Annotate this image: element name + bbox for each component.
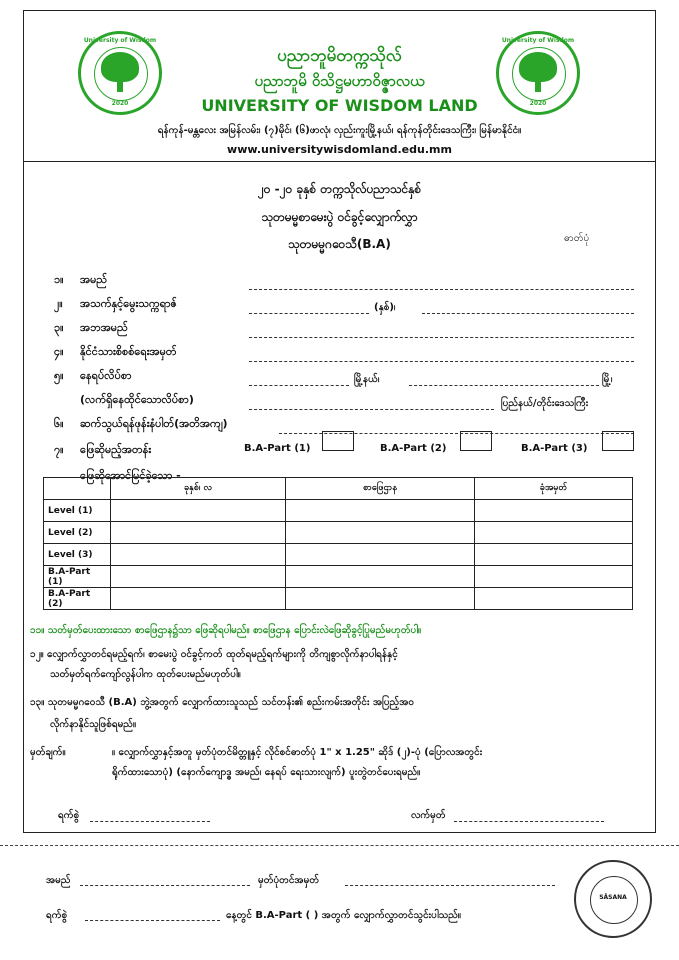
degree-line: သုတမမ္မဂဝေသီ(B.A) [288,237,391,251]
field-class: ၇။ ဖြေဆိုမည့်အတန်း [54,443,152,456]
part1-label: B.A-Part (1) [244,443,311,454]
field-age: ၂။ အသက်နှင့်မွေးသက္ကရာဇ် [54,297,178,310]
photo-label: ဓာတ်ပုံ [564,233,590,244]
part3-checkbox[interactable] [602,431,634,451]
name-input[interactable] [249,289,634,290]
address-input[interactable] [249,385,349,386]
receipt-date-label: ရက်စွဲ [46,910,68,921]
field-address: ၅။ နေရပ်လိပ်စာ [54,369,132,382]
part2-checkbox[interactable] [460,431,492,451]
remark-label: မှတ်ချက်။ [30,747,66,758]
university-logo-right: University of Wisdom 2020 [496,31,580,115]
table-row: Level (1) [44,500,633,522]
receipt-date-input[interactable] [85,920,220,921]
remark-b: ရိုက်ထားသောပုံ) (နောက်ကျောဒ္ဓ အမည်၊ နေရပ် ရေးသားလျက်) ပူးတွဲတင်ပေးရမည်။ [112,767,421,778]
field-name: ၁။ အမည် [54,273,108,286]
title-myanmar: ပညာဘူမိတက္ကသိုလ် [277,46,402,66]
cut-line [0,845,679,846]
signature-label: လက်မှတ် [411,810,446,821]
exam-line: သုတမမ္မစာမေးပွဲ ဝင်ခွင့်လျှောက်လွှာ [261,210,418,224]
exam-history-table [43,477,633,610]
note-center: ၁၁။ သတ်မှတ်ပေးထားသော စာဖြေဌာန၌သာ ဖြေဆိုရပါမည်။ စာဖြေဌာန ပြောင်းလဲဖြေဆိုခွင့်ပြုမည်မဟုတ်ပါ။ [30,625,422,636]
township-input[interactable] [409,385,599,386]
receipt-name-label: အမည် [46,875,71,886]
institution-seal [574,860,652,938]
table-header: ခုနှစ်၊ လ စာဖြေဌာန ခုံအမှတ် [44,478,633,500]
nrc-input[interactable] [249,361,634,362]
part1-checkbox[interactable] [322,431,354,451]
dob-input[interactable] [422,313,634,314]
date-input[interactable] [90,821,210,822]
signature-input[interactable] [454,821,604,822]
logo-ring-text: University of Wisdom [83,37,157,44]
note-rules-b: လိုက်နာနိုင်သူဖြစ်ရမည်။ [50,719,136,730]
note-dates-a: ၁၂။ လျှောက်လွှာတင်ရမည့်ရက်၊ စာမေးပွဲ ဝင်ခွင့်ကတ် ထုတ်ရမည့်ရက်များကို တိကျစွာလိုက်နာပါရန်နှင့် [30,649,398,660]
part3-label: B.A-Part (3) [521,443,588,454]
receipt-name-input[interactable] [80,885,250,886]
passed-label: ဖြေဆိုအောင်မြင်ခဲ့သော - [80,469,181,482]
receipt-reg-label: မှတ်ပုံတင်အမှတ် [258,875,320,886]
table-row: B.A-Part (1) [44,566,633,588]
part2-label: B.A-Part (2) [380,443,447,454]
father-input[interactable] [249,337,634,338]
field-phone: ၆။ ဆက်သွယ်ရန်ဖုန်းနံပါတ်(အတိအကျ) [54,417,228,430]
field-nrc: ၄။ နိုင်ငံသားစိစစ်ရေးအမှတ် [54,345,177,358]
website: www.universitywisdomland.edu.mm [227,143,452,156]
title-english: UNIVERSITY OF WISDOM LAND [201,96,478,115]
seal-text: SĀSANA [599,894,627,901]
year-line: ၂၀ -၂၀ ခုနှစ် တက္ကသိုလ်ပညာသင်နှစ် [257,182,422,196]
form-frame: University of Wisdom 2020 University of Wisdom 2020 ပညာဘူမိတက္ကသိုလ် ပညာဘူမိ ဝိသိဋ္ဌမဟာဝိဇ္ဇာလယ UNIVERSITY OF WISDOM LAND ရန်ကုန်-မန္တလေး အမြန်လမ်း၊ (၇)မိုင်၊ (၆)ဖာလုံ၊ လှည်းကူးမြို့နယ်၊ ရန်ကုန်တိုင်းဒေသကြီး၊ မြန်မာနိုင်ငံ။ www.universitywisdomland.edu.mm ၂၀ -၂၀ ခုနှစ် တက္ကသိုလ်ပညာသင်နှစ် သုတမမ္မစာမေးပွဲ ဝင်ခွင့်လျှောက်လွှာ သုတမမ္မဂဝေသီ(B.A) ဓာတ်ပုံ ၁။ အမည် ၂။ အသက်နှင့်မွေးသက္ကရာဇ် (နှစ်)၊ ၃။ အဘအမည် ၄။ နိုင်ငံသားစိစစ်ရေးအမှတ် ၅။ နေရပ်လိပ်စာ မြို့နယ်၊ မြို့၊ (လက်ရှိနေထိုင်သောလိပ်စာ) ပြည်နယ်/တိုင်းဒေသကြီး ၆။ ဆက်သွယ်ရန်ဖုန်းနံပါတ်(အတိအကျ) ၇။ ဖြေဆိုမည့်အတန်း B.A-Part (1) B.A-Part (2) B.A-Part (3) ဖြေဆိုအောင်မြင်ခဲ့သော - ၁၁။ သတ်မှတ်ပေးထားသော စာဖြေဌာန၌သာ ဖြေဆိုရပါမည်။ စာဖြေဌာန ပြောင်းလဲဖြေဆိုခွင့်ပြုမည်မဟုတ်ပါ။ ၁၂။ လျှောက်လွှာတင်ရမည့်ရက်၊ စာမေးပွဲ ဝင်ခွင့်ကတ် ထုတ်ရမည့်ရက်များကို တိကျစွာလိုက်နာပါရန်နှင့် သတ်မှတ်ရက်ကျော်လွန်ပါက ထုတ်ပေးမည်မဟုတ်ပါ။ ၁၃။ သုတမမ္မဂဝေသီ (B.A) ဘွဲ့အတွက် လျှောက်ထားသူသည် သင်တန်း၏ စည်းကမ်းအတိုင်း အပြည့်အဝ လိုက်နာနိုင်သူဖြစ်ရမည်။ မှတ်ချက်။ ။ လျှောက်လွှာနှင့်အတူ မှတ်ပုံတင်မိတ္တူနှင့် လိုင်စင်ဓာတ်ပုံ 1" x 1.25" ဆိုဒ် (၂)-ပုံ (ပြောလအတွင်း ရိုက်ထားသောပုံ) (နောက်ကျောဒ္ဓ အမည်၊ နေရပ် ရေးသားလျက်) ပူးတွဲတင်ပေးရမည်။ ရက်စွဲ လက်မှတ် [23,10,656,833]
note-rules-a: ၁၃။ သုတမမ္မဂဝေသီ (B.A) ဘွဲ့အတွက် လျှောက်ထားသူသည် သင်တန်း၏ စည်းကမ်းအတိုင်း အပြည့်အဝ [30,697,414,708]
table-row: B.A-Part (2) [44,588,633,610]
remark-a: ။ လျှောက်လွှာနှင့်အတူ မှတ်ပုံတင်မိတ္တူနှင့် လိုင်စင်ဓာတ်ပုံ 1" x 1.25" ဆိုဒ် (၂)-ပုံ (ပြောလအတွင်း [112,747,483,758]
age-input[interactable] [249,313,369,314]
date-label: ရက်စွဲ [58,810,80,821]
note-dates-b: သတ်မှတ်ရက်ကျော်လွန်ပါက ထုတ်ပေးမည်မဟုတ်ပါ။ [50,669,241,680]
table-row: Level (2) [44,522,633,544]
logo-year: 2020 [111,100,129,107]
table-row: Level (3) [44,544,633,566]
receipt-text: နေ့တွင် B.A-Part ( ) အတွက် လျှောက်လွှာတင်သွင်းပါသည်။ [226,910,461,921]
receipt-reg-input[interactable] [345,885,555,886]
title-pali: ပညာဘူမိ ဝိသိဋ္ဌမဟာဝိဇ္ဇာလယ [254,72,425,90]
field-current-address: (လက်ရှိနေထိုင်သောလိပ်စာ) [80,393,194,406]
field-father: ၃။ အဘအမည် [54,321,128,334]
region-input[interactable] [249,409,494,410]
address: ရန်ကုန်-မန္တလေး အမြန်လမ်း၊ (၇)မိုင်၊ (၆)ဖာလုံ၊ လှည်းကူးမြို့နယ်၊ ရန်ကုန်တိုင်းဒေသကြီး၊ မြန်မာနိုင်ငံ။ [157,125,522,136]
